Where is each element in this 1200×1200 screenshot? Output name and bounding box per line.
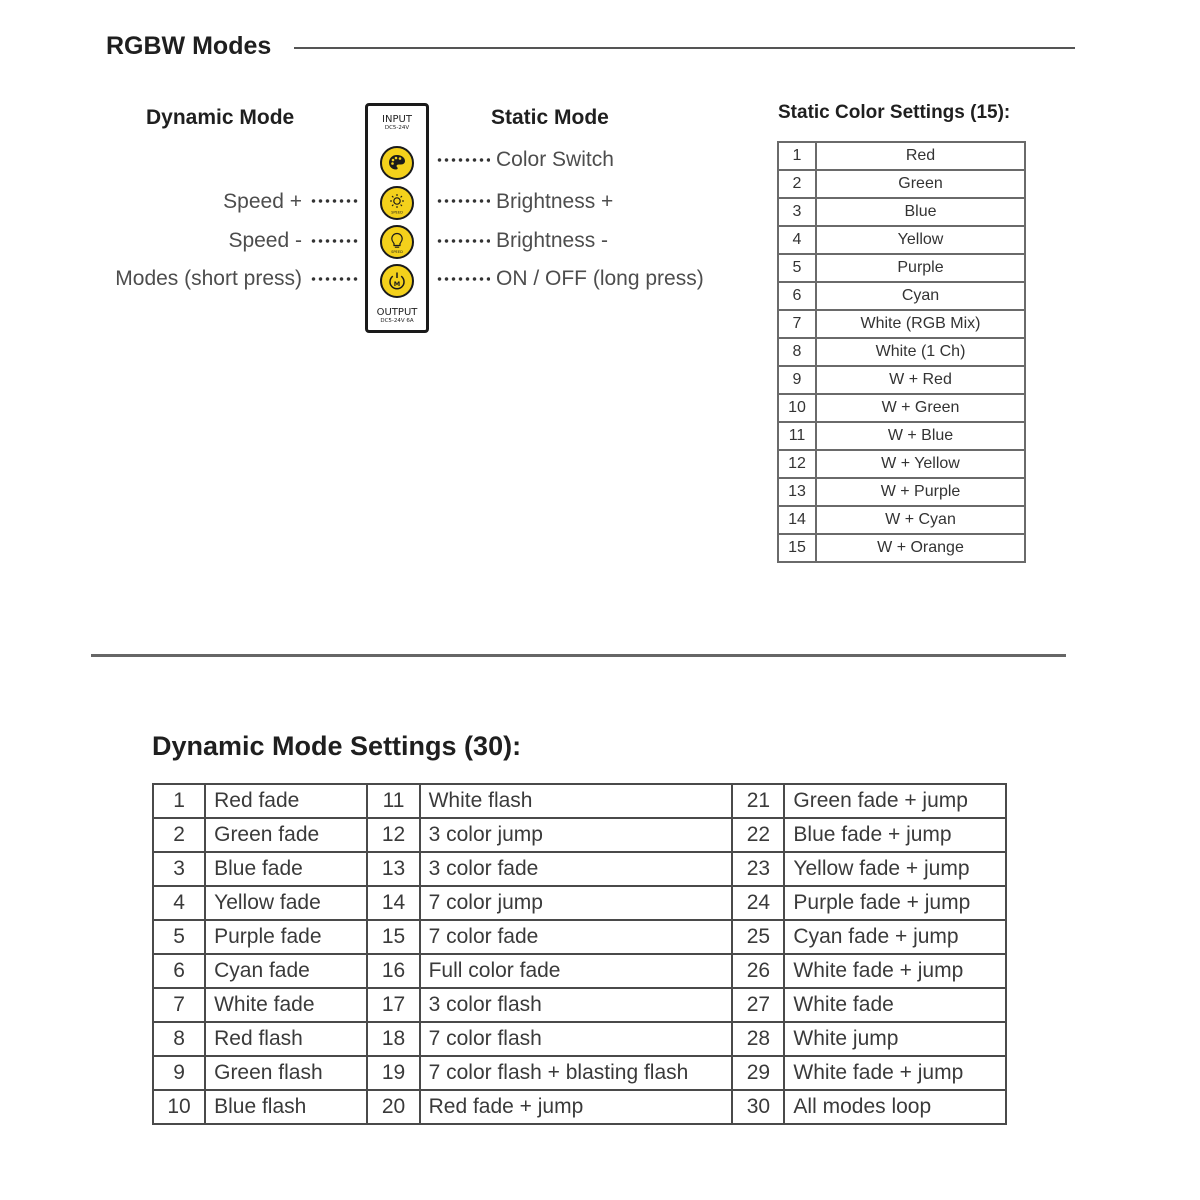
dynamic-mode-name: Red flash <box>205 1022 367 1056</box>
static-row-number: 6 <box>778 282 816 310</box>
dynamic-mode-name: Full color fade <box>420 954 733 988</box>
dynamic-mode-number: 23 <box>732 852 784 886</box>
static-row-color: Purple <box>816 254 1025 282</box>
controller-input-label: INPUT <box>382 114 412 125</box>
static-table-row <box>778 142 1025 170</box>
dynamic-mode-number: 17 <box>367 988 419 1022</box>
brightness-down-caption: SPEED <box>391 250 403 254</box>
static-row-color: W + Yellow <box>816 450 1025 478</box>
dynamic-table-row <box>153 954 1006 988</box>
leader-speed-up <box>310 199 359 203</box>
leader-brightness-up <box>436 199 490 203</box>
static-row-color: White (RGB Mix) <box>816 310 1025 338</box>
static-row-number: 15 <box>778 534 816 562</box>
dynamic-mode-number: 7 <box>153 988 205 1022</box>
dynamic-mode-number: 29 <box>732 1056 784 1090</box>
dynamic-mode-name: White fade + jump <box>784 1056 1006 1090</box>
dynamic-mode-number: 6 <box>153 954 205 988</box>
dynamic-mode-number: 18 <box>367 1022 419 1056</box>
dynamic-mode-number: 20 <box>367 1090 419 1124</box>
rgbw-controller <box>365 103 429 333</box>
brightness-down-icon <box>382 227 412 257</box>
dynamic-mode-number: 16 <box>367 954 419 988</box>
dynamic-mode-name: Blue fade + jump <box>784 818 1006 852</box>
static-table-row <box>778 310 1025 338</box>
dynamic-mode-number: 27 <box>732 988 784 1022</box>
color-switch-button[interactable] <box>380 146 414 180</box>
label-color-switch: Color Switch <box>496 148 614 171</box>
dynamic-mode-name: White flash <box>420 784 733 818</box>
brightness-up-button[interactable] <box>380 186 414 220</box>
static-row-color: W + Green <box>816 394 1025 422</box>
static-table-row <box>778 254 1025 282</box>
brightness-up-icon <box>382 188 412 218</box>
static-row-color: W + Cyan <box>816 506 1025 534</box>
static-row-color: W + Red <box>816 366 1025 394</box>
label-brightness-up: Brightness + <box>496 190 614 213</box>
controller-output-label: OUTPUT <box>376 307 418 318</box>
static-row-number: 9 <box>778 366 816 394</box>
header-divider <box>294 47 1075 49</box>
dynamic-mode-name: 7 color flash + blasting flash <box>420 1056 733 1090</box>
label-speed-up: Speed + <box>223 190 302 213</box>
dynamic-mode-number: 25 <box>732 920 784 954</box>
dynamic-mode-number: 11 <box>367 784 419 818</box>
dynamic-table-row <box>153 886 1006 920</box>
dynamic-mode-number: 26 <box>732 954 784 988</box>
static-row-number: 7 <box>778 310 816 338</box>
static-row-color: Green <box>816 170 1025 198</box>
dynamic-mode-number: 28 <box>732 1022 784 1056</box>
static-table-row <box>778 282 1025 310</box>
leader-brightness-down <box>436 239 490 243</box>
static-table-row <box>778 394 1025 422</box>
static-table-row <box>778 366 1025 394</box>
static-row-color: W + Purple <box>816 478 1025 506</box>
static-row-number: 4 <box>778 226 816 254</box>
static-row-color: Blue <box>816 198 1025 226</box>
static-row-color: W + Blue <box>816 422 1025 450</box>
static-table-row <box>778 450 1025 478</box>
dynamic-mode-name: Blue flash <box>205 1090 367 1124</box>
static-table-row <box>778 534 1025 562</box>
dynamic-mode-number: 24 <box>732 886 784 920</box>
static-row-number: 2 <box>778 170 816 198</box>
label-modes-short-press: Modes (short press) <box>115 267 302 290</box>
dynamic-table-row <box>153 988 1006 1022</box>
dynamic-mode-heading: Dynamic Mode <box>146 106 295 129</box>
dynamic-mode-name: 7 color jump <box>420 886 733 920</box>
dynamic-mode-number: 2 <box>153 818 205 852</box>
static-row-number: 1 <box>778 142 816 170</box>
static-table-row <box>778 226 1025 254</box>
power-mode-letter: M <box>393 279 401 288</box>
brightness-down-button[interactable] <box>380 225 414 259</box>
dynamic-mode-number: 15 <box>367 920 419 954</box>
dynamic-mode-number: 30 <box>732 1090 784 1124</box>
power-mode-button[interactable] <box>380 264 414 298</box>
brightness-up-caption: SPEED <box>391 210 403 215</box>
dynamic-mode-name: 3 color fade <box>420 852 733 886</box>
dynamic-mode-name: Yellow fade + jump <box>784 852 1006 886</box>
dynamic-mode-name: All modes loop <box>784 1090 1006 1124</box>
static-row-color: Cyan <box>816 282 1025 310</box>
label-on-off-long-press: ON / OFF (long press) <box>496 267 704 290</box>
static-table-row <box>778 338 1025 366</box>
label-speed-down: Speed - <box>228 229 302 252</box>
static-row-number: 10 <box>778 394 816 422</box>
static-row-number: 5 <box>778 254 816 282</box>
dynamic-mode-name: White fade <box>205 988 367 1022</box>
leader-on-off <box>436 277 490 281</box>
page-title: RGBW Modes <box>106 32 272 60</box>
dynamic-mode-number: 10 <box>153 1090 205 1124</box>
dynamic-mode-name: Green fade + jump <box>784 784 1006 818</box>
dynamic-table-row <box>153 818 1006 852</box>
dynamic-mode-name: Green fade <box>205 818 367 852</box>
static-color-table <box>777 141 1026 563</box>
dynamic-mode-number: 19 <box>367 1056 419 1090</box>
static-row-number: 13 <box>778 478 816 506</box>
static-row-color: W + Orange <box>816 534 1025 562</box>
dynamic-table-row <box>153 1056 1006 1090</box>
dynamic-mode-number: 4 <box>153 886 205 920</box>
dynamic-mode-name: 3 color jump <box>420 818 733 852</box>
dynamic-table-title: Dynamic Mode Settings (30): <box>152 731 522 761</box>
palette-icon <box>382 148 412 178</box>
static-table-row <box>778 422 1025 450</box>
static-table-row <box>778 198 1025 226</box>
dynamic-table-row <box>153 1022 1006 1056</box>
dynamic-mode-name: Purple fade <box>205 920 367 954</box>
static-row-number: 14 <box>778 506 816 534</box>
static-row-color: Red <box>816 142 1025 170</box>
static-row-number: 8 <box>778 338 816 366</box>
static-row-number: 3 <box>778 198 816 226</box>
dynamic-mode-name: Red fade + jump <box>420 1090 733 1124</box>
dynamic-mode-number: 13 <box>367 852 419 886</box>
dynamic-mode-number: 3 <box>153 852 205 886</box>
static-row-number: 12 <box>778 450 816 478</box>
power-mode-icon <box>382 266 412 296</box>
leader-color-switch <box>436 158 490 162</box>
static-table-row <box>778 478 1025 506</box>
dynamic-mode-name: 7 color flash <box>420 1022 733 1056</box>
label-brightness-down: Brightness - <box>496 229 609 252</box>
dynamic-mode-number: 1 <box>153 784 205 818</box>
dynamic-table-row <box>153 920 1006 954</box>
dynamic-mode-name: White fade + jump <box>784 954 1006 988</box>
controller-output-spec: DC5-24V 6A <box>380 318 414 324</box>
dynamic-mode-name: Yellow fade <box>205 886 367 920</box>
static-row-color: White (1 Ch) <box>816 338 1025 366</box>
dynamic-mode-name: White fade <box>784 988 1006 1022</box>
dynamic-mode-number: 12 <box>367 818 419 852</box>
dynamic-mode-name: Cyan fade + jump <box>784 920 1006 954</box>
dynamic-mode-name: Purple fade + jump <box>784 886 1006 920</box>
dynamic-mode-table <box>152 783 1007 1125</box>
dynamic-mode-name: Cyan fade <box>205 954 367 988</box>
static-row-color: Yellow <box>816 226 1025 254</box>
static-row-number: 11 <box>778 422 816 450</box>
dynamic-mode-name: Red fade <box>205 784 367 818</box>
static-table-row <box>778 170 1025 198</box>
dynamic-mode-name: White jump <box>784 1022 1006 1056</box>
dynamic-mode-name: Green flash <box>205 1056 367 1090</box>
dynamic-mode-number: 9 <box>153 1056 205 1090</box>
controller-input-spec: DC5-24V <box>384 125 410 131</box>
dynamic-mode-number: 14 <box>367 886 419 920</box>
leader-speed-down <box>310 239 359 243</box>
dynamic-mode-name: Blue fade <box>205 852 367 886</box>
section-divider <box>91 654 1066 657</box>
dynamic-mode-number: 8 <box>153 1022 205 1056</box>
dynamic-table-row <box>153 852 1006 886</box>
static-table-title: Static Color Settings (15): <box>778 102 1011 123</box>
dynamic-mode-number: 22 <box>732 818 784 852</box>
dynamic-mode-name: 7 color fade <box>420 920 733 954</box>
leader-modes <box>310 277 359 281</box>
static-mode-heading: Static Mode <box>491 106 609 129</box>
static-table-row <box>778 506 1025 534</box>
dynamic-mode-name: 3 color flash <box>420 988 733 1022</box>
dynamic-table-row <box>153 784 1006 818</box>
dynamic-mode-number: 5 <box>153 920 205 954</box>
dynamic-table-row <box>153 1090 1006 1124</box>
dynamic-mode-number: 21 <box>732 784 784 818</box>
